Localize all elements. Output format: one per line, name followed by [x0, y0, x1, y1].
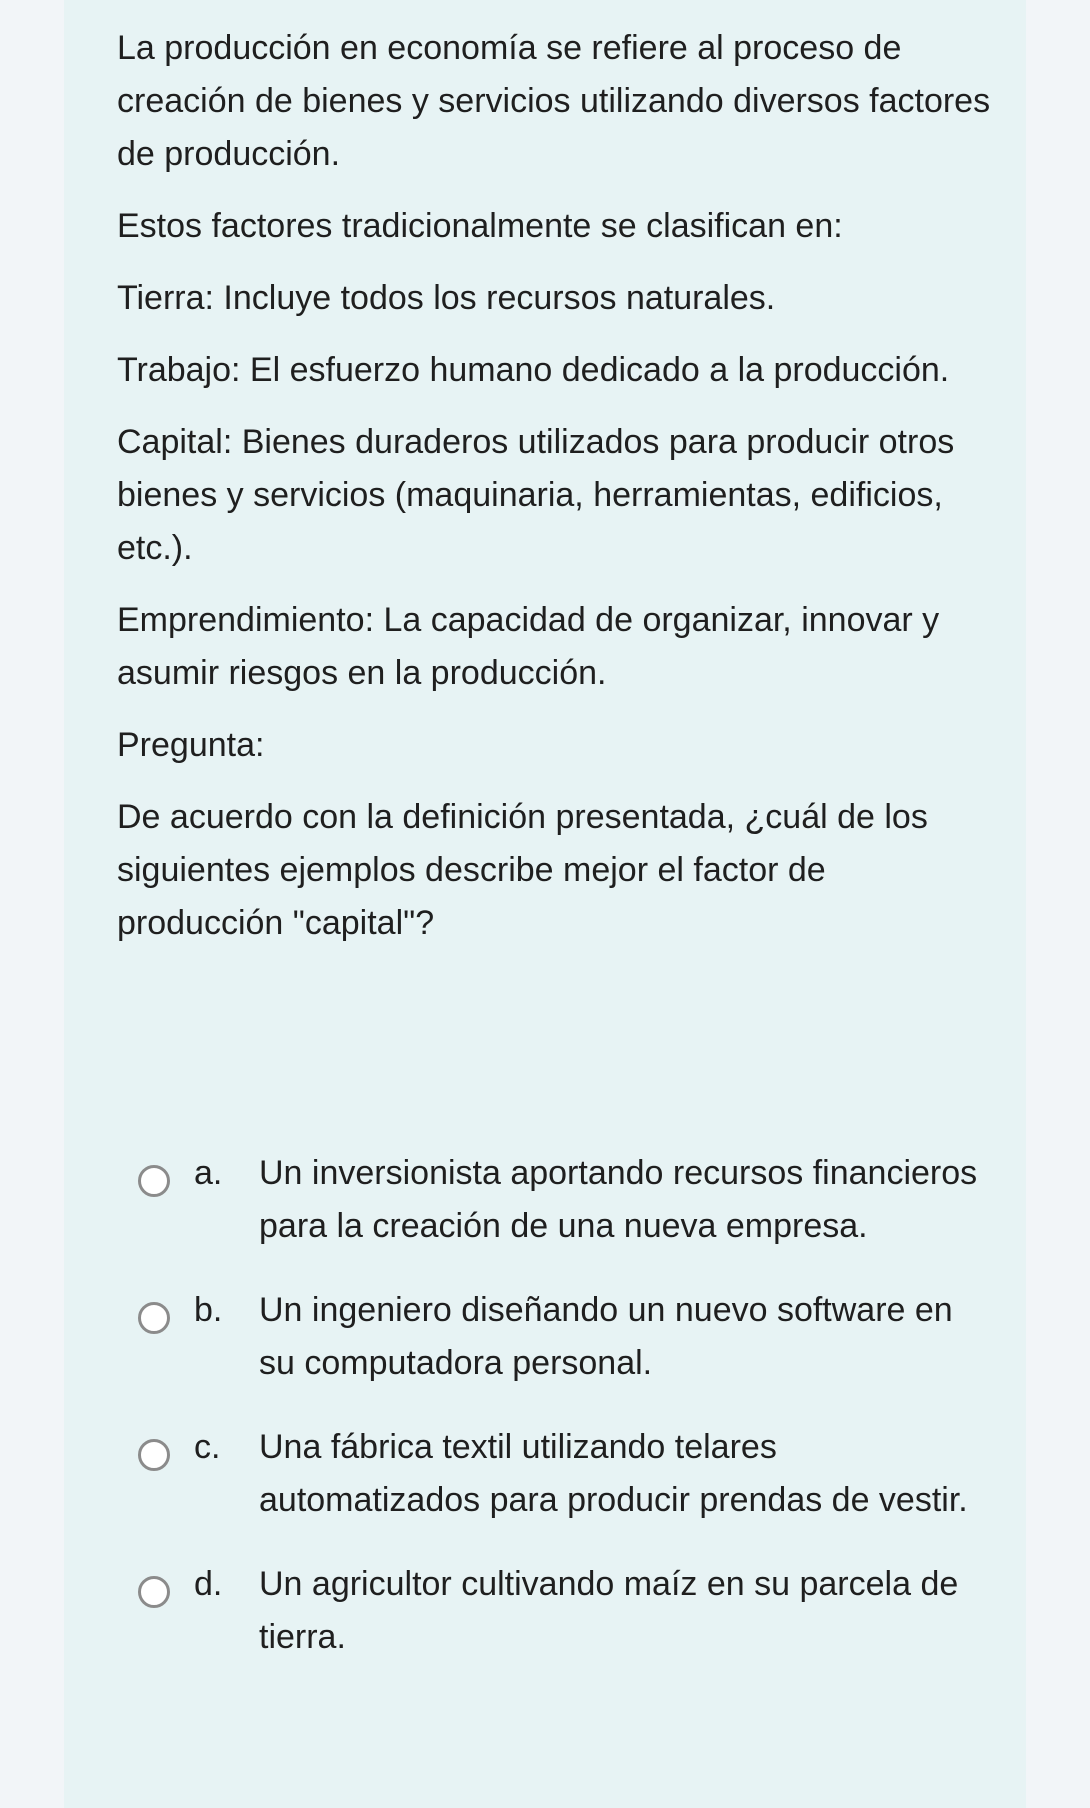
question-text	[117, 22, 997, 969]
option-letter: b.	[194, 1291, 223, 1329]
option-letter: c.	[194, 1428, 221, 1466]
factor-capital: Capital: Bienes duraderos utilizados para producir otros bienes y servicios (maquinaria, herramientas, edificios, etc.).	[117, 423, 955, 567]
option-letter: a.	[194, 1154, 223, 1192]
radio-button-a[interactable]	[138, 1165, 170, 1197]
option-letter: d.	[194, 1565, 223, 1603]
answer-option-b[interactable]	[137, 1284, 997, 1390]
radio-button-d[interactable]	[138, 1576, 170, 1608]
option-text[interactable]: Un inversionista aportando recursos financieros para la creación de una nueva empresa.	[259, 1154, 978, 1245]
option-text[interactable]: Una fábrica textil utilizando telares automatizados para producir prendas de vestir.	[259, 1428, 968, 1519]
factor-entrepreneurship: Emprendimiento: La capacidad de organizar, innovar y asumir riesgos en la producción.	[117, 601, 940, 692]
intro-paragraph: La producción en economía se refiere al proceso de creación de bienes y servicios utilizando diversos factores de producción.	[117, 29, 991, 173]
radio-button-b[interactable]	[138, 1302, 170, 1334]
option-text[interactable]: Un agricultor cultivando maíz en su parcela de tierra.	[259, 1565, 959, 1656]
question-prompt: De acuerdo con la definición presentada, ¿cuál de los siguientes ejemplos describe mejor el factor de producción "capital"?	[117, 798, 928, 942]
answer-option-a[interactable]	[137, 1147, 997, 1253]
answer-list	[137, 1147, 997, 1695]
question-label: Pregunta:	[117, 726, 265, 764]
option-text[interactable]: Un ingeniero diseñando un nuevo software en su computadora personal.	[259, 1291, 953, 1382]
factor-land: Tierra: Incluye todos los recursos naturales.	[117, 279, 776, 317]
answer-option-d[interactable]	[137, 1558, 997, 1664]
answer-option-c[interactable]	[137, 1421, 997, 1527]
radio-button-c[interactable]	[138, 1439, 170, 1471]
factors-intro: Estos factores tradicionalmente se clasifican en:	[117, 207, 843, 245]
factor-labor: Trabajo: El esfuerzo humano dedicado a la producción.	[117, 351, 950, 389]
